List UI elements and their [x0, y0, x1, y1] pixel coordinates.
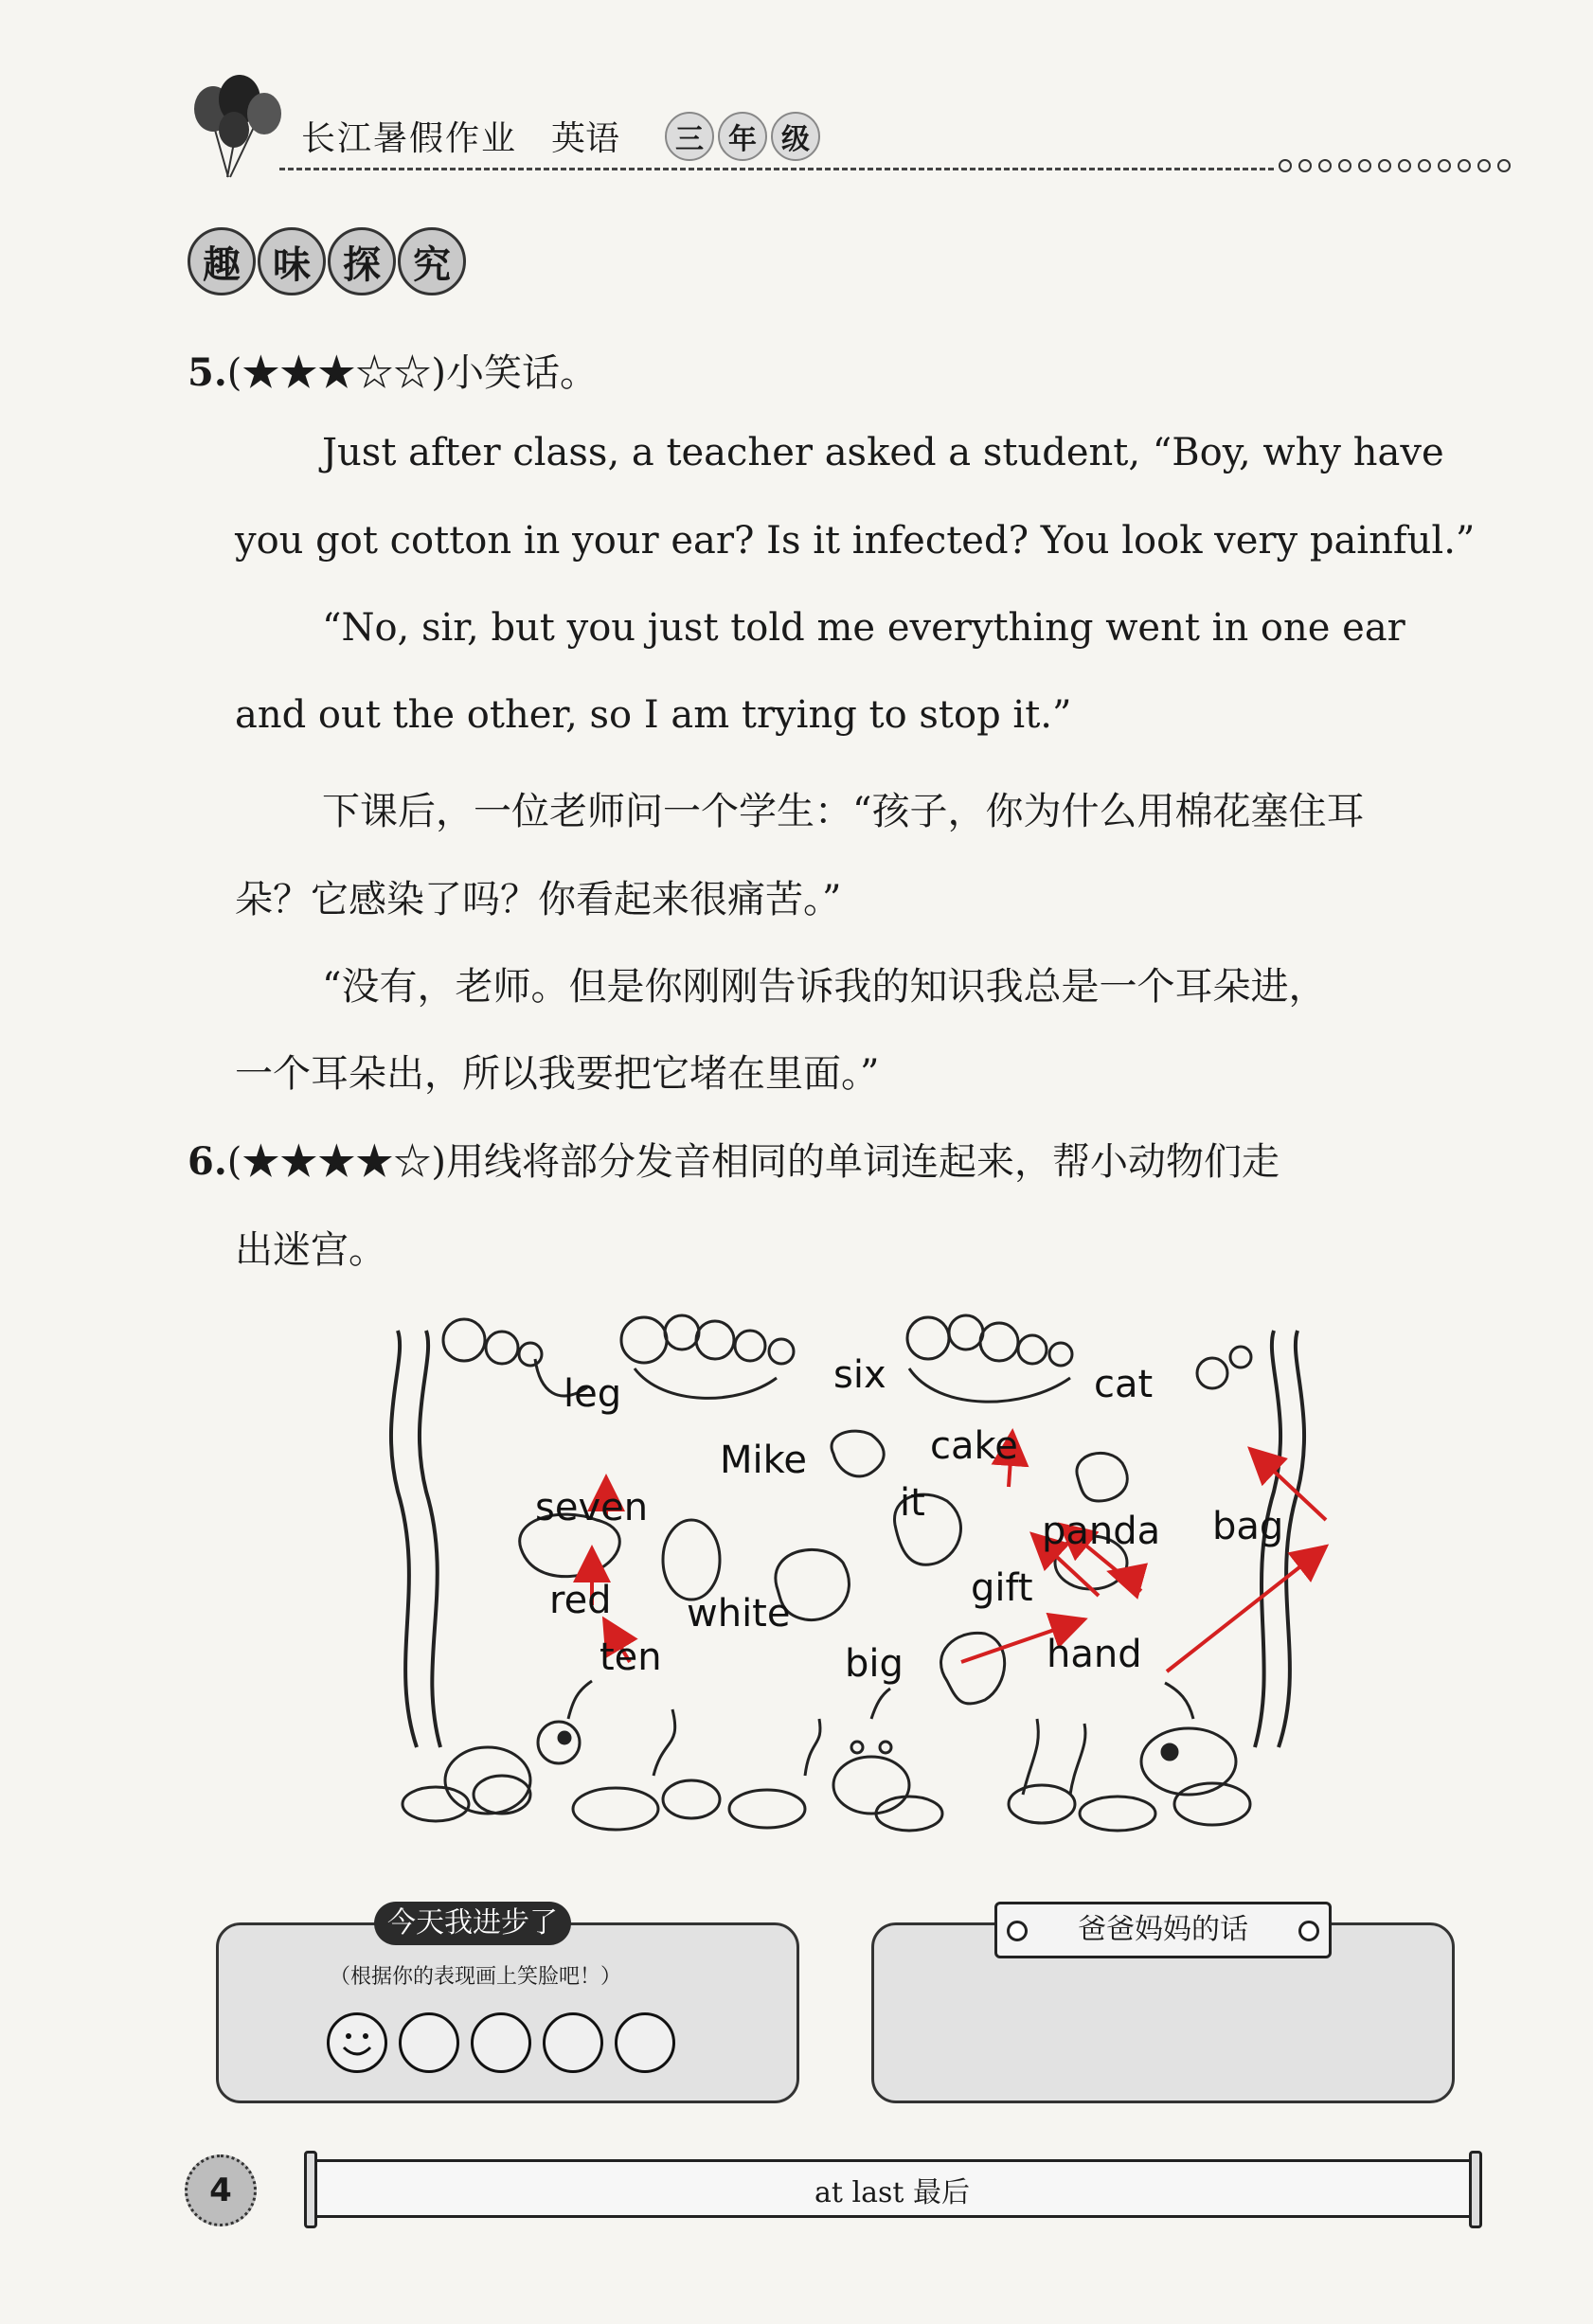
progress-title: 今天我进步了 [374, 1902, 571, 1945]
joke-zh-line: 朵？它感染了吗？你看起来很痛苦。” [235, 878, 842, 921]
maze-illustration [379, 1302, 1335, 1837]
maze-word-it: it [900, 1481, 925, 1525]
maze-word-cake: cake [930, 1424, 1018, 1468]
smiley-faces [327, 2012, 675, 2073]
smiley-face-icon[interactable] [327, 2012, 387, 2073]
grade-label [665, 112, 820, 161]
question-number: 5. [188, 350, 227, 395]
maze-word-panda: panda [1042, 1510, 1161, 1553]
question-instruction-cont: 出迷宫。 [235, 1228, 386, 1272]
header-divider [279, 168, 1274, 170]
maze-word-seven: seven [535, 1486, 649, 1529]
parents-title-text: 爸爸妈妈的话 [1078, 1913, 1248, 1946]
maze-word-hand: hand [1047, 1633, 1142, 1676]
section-char: 趣 [188, 227, 256, 295]
grade-char: 级 [771, 112, 820, 161]
joke-zh-line: 一个耳朵出，所以我要把它堵在里面。” [235, 1052, 880, 1096]
maze-word-cat: cat [1094, 1363, 1154, 1406]
maze-word-bag: bag [1212, 1505, 1284, 1548]
maze-word-leg: leg [564, 1372, 622, 1416]
series-title: 长江暑假作业 [301, 119, 518, 158]
footer-phrase: at last 最后 [814, 2176, 970, 2209]
question-number: 6. [188, 1139, 227, 1184]
balloons-icon [185, 71, 289, 180]
maze-word-mike: Mike [720, 1439, 807, 1482]
empty-face-circle[interactable] [471, 2012, 531, 2073]
empty-face-circle[interactable] [615, 2012, 675, 2073]
maze-word-ten: ten [600, 1636, 662, 1679]
page-number: 4 [185, 2154, 257, 2226]
parents-comment-title [994, 1902, 1332, 1958]
difficulty-stars: (★★★★☆) [226, 1140, 446, 1184]
subject-label: 英语 [551, 119, 620, 158]
section-char: 探 [328, 227, 396, 295]
section-char: 味 [258, 227, 326, 295]
maze-word-white: white [687, 1592, 791, 1636]
progress-hint: （根据你的表现画上笑脸吧！） [330, 1965, 622, 1989]
empty-face-circle[interactable] [543, 2012, 603, 2073]
section-badge [188, 227, 466, 295]
question-6-heading [188, 1132, 1280, 1186]
section-char: 究 [398, 227, 466, 295]
joke-en-line: Just after class, a teacher asked a student, “Boy, why have [322, 431, 1444, 474]
empty-face-circle[interactable] [399, 2012, 459, 2073]
question-5-heading [188, 343, 598, 397]
joke-zh-line: “没有，老师。但是你刚刚告诉我的知识我总是一个耳朵进， [322, 965, 1327, 1009]
bolt-icon [1298, 1921, 1319, 1941]
maze-word-big: big [845, 1642, 904, 1686]
question-instruction: 用线将部分发音相同的单词连起来，帮小动物们走 [445, 1140, 1280, 1184]
header-dots [1279, 159, 1511, 172]
grade-char: 年 [718, 112, 767, 161]
joke-en-line: and out the other, so I am trying to stop it.” [235, 693, 1072, 737]
joke-en-line: “No, sir, but you just told me everything went in one ear [322, 606, 1405, 650]
grade-char: 三 [665, 112, 714, 161]
question-title: 小笑话。 [445, 351, 598, 395]
maze-word-gift: gift [971, 1566, 1033, 1610]
joke-en-line: you got cotton in your ear? Is it infected? You look very painful.” [235, 519, 1476, 563]
difficulty-stars: (★★★☆☆) [226, 351, 446, 395]
maze-word-six: six [833, 1353, 886, 1397]
bolt-icon [1007, 1921, 1028, 1941]
maze-word-red: red [549, 1579, 612, 1622]
joke-zh-line: 下课后，一位老师问一个学生：“孩子，你为什么用棉花塞住耳 [322, 790, 1365, 833]
